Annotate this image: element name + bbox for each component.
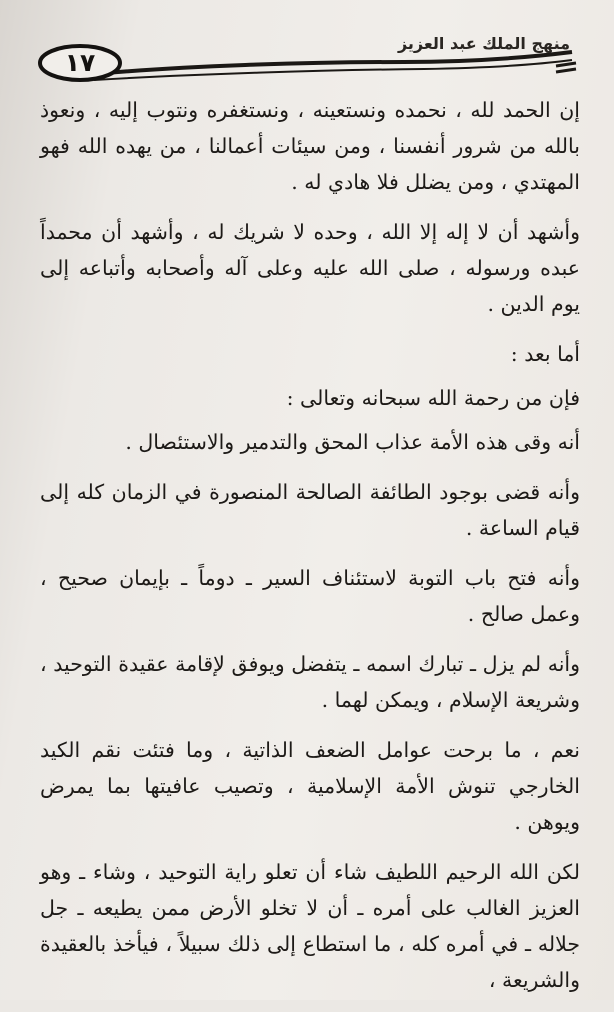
paragraph: فإن من رحمة الله سبحانه وتعالى : [286,386,580,410]
paragraph: وأشهد أن لا إله إلا الله ، وحده لا شريك له ، وأشهد أن محمداً عبده ورسوله ، صلى الله عليه وعلى آله وأصحابه وأتباعه إلى يوم الدين . [40,220,580,316]
book-title: منهج الملك عبد العزيز [397,34,570,53]
paragraph: وأنه فتح باب التوبة لاستئناف السير ـ دوماً ـ بإيمان صحيح ، وعمل صالح . [40,566,580,626]
page-number: ١٧ [64,48,96,77]
paragraph: نعم ، ما برحت عوامل الضعف الذاتية ، وما فتئت نقم الكيد الخارجي تنوش الأمة الإسلامية ، وتصيب عافيتها بما يمرض ويوهن . [40,738,580,834]
paragraph: لكن الله الرحيم اللطيف شاء أن تعلو راية التوحيد ، وشاء ـ وهو العزيز الغالب على أمره ـ أن لا تخلو الأرض ممن يطيعه ـ جل جلاله ـ في أمره كله ، ما استطاع إلى ذلك سبيلاً ، فيأخذ بالعقيدة والشريعة ، [40,860,580,992]
body-text [40,92,580,1012]
paragraph: وأنه لم يزل ـ تبارك اسمه ـ يتفضل ويوفق لإقامة عقيدة التوحيد ، وشريعة الإسلام ، ويمكن لهما . [40,652,580,712]
paragraph: وأنه قضى بوجود الطائفة الصالحة المنصورة في الزمان كله إلى قيام الساعة . [40,480,580,540]
paragraph: أنه وقى هذه الأمة عذاب المحق والتدمير والاستئصال . [125,430,580,454]
paragraph: إن الحمد لله ، نحمده ونستعينه ، ونستغفره ونتوب إليه ، ونعوذ بالله من شرور أنفسنا ، ومن سيئات أعمالنا ، من يهده الله فهو المهتدي ، ومن يضلل فلا هادي له . [40,98,580,194]
page-header [24,36,584,92]
paragraph: أما بعد : [510,342,580,366]
